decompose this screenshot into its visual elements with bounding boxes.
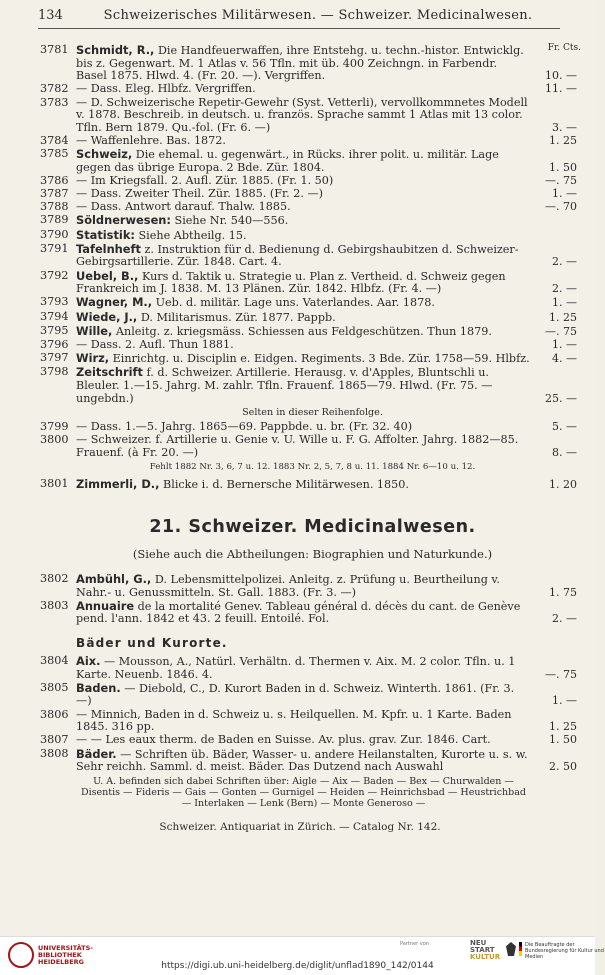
entry-author: Wille, [76,323,113,338]
note-inclusive: U. A. befinden sich dabei Schriften über: Aigle — Aix — Baden — Bex — Churwalden — Disentis — Fideris — Gais — Gonten — Gurnigel — Heiden — Heinrichsbad — Heustrichbad — Interlaken — Lenk (Bern) — Monte Generoso — [81,775,526,809]
entry-text [76,748,531,774]
entry-description: — Waffenlehre. Bas. 1872. [76,133,226,147]
entry-description: D. Lebensmittelpolizei. Anleitg. z. Prüfung u. Beurtheilung v. Nahr.- u. Genussmitteln. St. Gall. 1883. (Fr. 3. —) [76,573,500,599]
entry-description: — D. Schweizerische Repetir-Gewehr (Syst. Vetterli), vervollkommnetes Modell v. 1878. Beschreib. in deutsch. u. französ. Sprache sammt 1 Atlas mit 13 color. Tfln. Bern 1879. Qu.-fol. (Fr. 6. —) [76,95,528,134]
entry-number: 3793 [40,295,69,309]
entry-text [76,434,531,459]
entry-description: Die Handfeuerwaffen, ihre Entstehg. u. techn.-histor. Entwicklg. bis z. Gegenwart. M. 1 Atlas v. 56 Tfln. mit üb. 400 Zeichngn. in Farbendr. Basel 1875. Hlwd. 4. (Fr. 20. —). Vergriffen. [76,44,524,83]
entry-author: Aix. [76,654,101,669]
entry-text [76,243,531,269]
entry-number: 3790 [40,227,69,241]
entry-price: 1. 20 [549,477,577,491]
note-fehlt: Fehlt 1882 Nr. 3, 6, 7 u. 12. 1883 Nr. 2, 5, 7, 8 u. 11. 1884 Nr. 6—10 u. 12. [149,461,476,472]
entry-number: 3796 [40,337,69,351]
catalog-entry [40,748,585,774]
catalog-entry [40,478,585,492]
bund-logo[interactable] [506,942,605,960]
entry-author: Schweiz, [76,147,133,162]
entry-description: Siehe Nr. 540—556. [174,214,289,228]
catalog-entry [40,135,585,148]
catalog-entry [40,573,585,599]
entry-number: 3788 [40,200,69,214]
entry-price: 3. — [552,120,577,134]
catalog-entry [40,434,585,459]
entry-text [76,214,531,228]
entry-text [76,325,531,339]
price-column-label: Fr. Cts. [547,43,581,53]
entry-description: — Minnich, Baden in d. Schweiz u. s. Heilquellen. M. Kpfr. u. 1 Karte. Baden 1845. 316 pp. [76,707,512,734]
entry-number: 3798 [40,365,69,379]
entry-text [76,600,531,626]
entry-description: z. Instruktion für d. Bedienung d. Gebirgshaubitzen d. Schweizer-Gebirgsartillerie. Zür. 1848. Cart. 4. [76,242,519,269]
entry-description: Kurs d. Taktik u. Strategie u. Plan z. Vertheid. d. Schweiz gegen Frankreich im J. 1838. M. 13 Plänen. Zür. 1842. Hlbfz. (Fr. 4. —) [76,269,506,296]
entry-author: Bäder. [76,746,117,761]
catalog-footer: Schweizer. Antiquariat in Zürich. — Catalog Nr. 142. [159,820,441,833]
entry-description: Siehe Abtheilg. 15. [138,228,247,242]
entry-text [76,311,531,325]
entry-description: — Dass. Antwort darauf. Thalw. 1885. [76,200,291,214]
entry-number: 3786 [40,173,69,187]
entry-number: 3795 [40,323,69,337]
catalog-entry [40,148,585,174]
entry-author: Wirz, [76,351,110,366]
partner-label: Partner von [400,941,429,947]
catalog-entry [40,325,585,339]
entry-author: Zimmerli, D., [76,476,160,491]
entry-number: 3800 [40,433,69,447]
entry-number: 3784 [40,133,69,147]
entry-text [76,366,531,405]
entry-price: 1. — [552,296,577,310]
entry-text [76,573,531,599]
entry-number: 3792 [40,268,69,282]
entry-author: Wagner, M., [76,295,153,310]
entry-price: 1. 25 [549,133,577,147]
neustart-line-2: START [470,946,495,954]
entry-text [76,709,531,734]
entry-number: 3797 [40,351,69,365]
entry-description: Die ehemal. u. gegenwärt., in Rücks. ihrer polit. u. militär. Lage gegen das übrige Europa. 2 Bde. Zür. 1804. [76,148,499,174]
entry-text [76,188,531,201]
entry-author: Ambühl, G., [76,572,152,587]
entry-description: — — Les eaux therm. de Baden en Suisse. Av. plus. grav. Zur. 1846. Cart. [76,733,491,747]
catalog-entry [40,243,585,269]
entry-text [76,175,531,188]
federal-eagle-icon [506,942,516,956]
page-number: 134 [38,8,63,23]
entry-price: 10. — [545,69,577,83]
neustart-line-3: KULTUR [470,953,501,961]
entry-author: Zeitschrift [76,365,143,380]
entry-number: 3805 [40,680,69,694]
entry-price: 1. — [552,337,577,351]
entry-number: 3803 [40,598,69,612]
bund-logo-text: Die Beauftragte der Bundesregierung für Kultur und Medien [525,942,604,960]
catalog-entry [40,311,585,325]
entry-text [76,296,531,310]
german-flag-icon [519,942,522,956]
entry-number: 3789 [40,213,69,227]
entry-description: de la mortalité Genev. Tableau général d. décès du cant. de Genève pend. l'ann. 1842 et 43. 2 feuill. Entoilé. Fol. [76,599,521,626]
catalog-entry [40,97,585,135]
catalog-entry [40,270,585,296]
subhead-baeder: Bäder und Kurorte. [76,636,228,651]
catalog-entry [40,188,585,201]
entry-price: 1. — [552,694,577,708]
catalog-entry [40,352,585,366]
entry-description: — Mousson, A., Natürl. Verhältn. d. Thermen v. Aix. M. 2 color. Tfln. u. 1 Karte. Neuenb. 1846. 4. [76,655,516,681]
entry-price: 2. 50 [549,760,577,774]
entry-author: Baden. [76,680,121,695]
entry-price: 2. — [552,282,577,296]
entry-description: — Dass. Eleg. Hlbfz. Vergriffen. [76,82,256,96]
page-header [38,8,558,23]
entry-price: 1. — [552,187,577,201]
catalog-entry [40,682,585,708]
entry-text [76,478,531,492]
catalog-entry [40,366,585,405]
entry-description: D. Militarismus. Zür. 1877. Pappb. [140,310,336,324]
entry-number: 3787 [40,187,69,201]
entry-price: —. 70 [545,200,577,214]
entry-number: 3782 [40,82,69,96]
entries-b [40,421,585,459]
entries-d [40,573,585,626]
entry-price: 11. — [545,82,577,96]
entry-number: 3804 [40,654,69,668]
entry-description: — Dass. 2. Aufl. Thun 1881. [76,337,234,351]
entry-price: —. 75 [545,173,577,187]
entry-description: Ueb. d. militär. Lage uns. Vaterlandes. Aar. 1878. [155,296,435,310]
entry-number: 3783 [40,95,69,109]
catalog-entry [40,339,585,352]
entry-price: 25. — [545,391,577,405]
catalog-entry [40,421,585,434]
entry-text [76,270,531,296]
entry-price: 1. 75 [549,585,577,599]
entry-text [76,201,531,214]
entry-number: 3806 [40,707,69,721]
entry-description: f. d. Schweizer. Artillerie. Herausg. v. d'Apples, Bluntschli u. Bleuler. 1.—15. Jahrg. M. zahlr. Tfln. Frauenf. 1865—79. Hlwd. (Fr. 75. — ungebdn.) [76,366,493,405]
entry-text [76,655,531,681]
entry-price: 1. 50 [549,160,577,174]
catalog-entry [40,83,585,96]
entry-description: — Dass. Zweiter Theil. Zür. 1885. (Fr. 2. —) [76,187,324,201]
entry-text [76,352,531,366]
entries-c [40,478,585,492]
entry-number: 3801 [40,476,69,490]
entry-price: 1. 25 [549,720,577,734]
entry-text [76,148,531,174]
running-title: Schweizerisches Militärwesen. — Schweizer. Medicinalwesen. [103,8,533,23]
catalog-entry [40,296,585,310]
neustart-line-1: NEU [470,939,487,947]
entry-number: 3785 [40,147,69,161]
entry-price: 5. — [552,420,577,434]
entry-price: —. 75 [545,667,577,681]
entry-text [76,421,531,434]
page-url[interactable]: https://digi.ub.uni-heidelberg.de/diglit/unflad1890_142/0144 [161,961,434,971]
neustart-kultur-logo[interactable] [470,940,500,961]
catalog-entries [40,44,585,833]
catalog-entry [40,229,585,243]
entry-description: — Im Kriegsfall. 2. Aufl. Zür. 1885. (Fr. 1. 50) [76,173,334,187]
viewer-footer [0,936,604,975]
header-rule [38,28,560,29]
entry-price: 1. 25 [549,310,577,324]
entries-e [40,655,585,774]
entry-description: — Schweizer. f. Artillerie u. Genie v. U. Wille u. F. G. Affolter. Jahrg. 1882—85. Frauenf. (à Fr. 20. —) [76,433,519,459]
entry-text [76,339,531,352]
entry-description: — Schriften üb. Bäder, Wasser- u. andere Heilanstalten, Kurorte u. s. w. Sehr reichh. Samml. d. meist. Bäder. Das Dutzend nach Auswahl [76,747,528,774]
section-title: 21. Schweizer. Medicinalwesen. [149,517,476,538]
entry-text [76,734,531,747]
entry-price: 2. — [552,612,577,626]
entry-number: 3781 [40,43,69,56]
entries-a [40,44,585,405]
entry-text [76,83,531,96]
entry-number: 3808 [40,746,69,760]
entry-description: Einrichtg. u. Disciplin e. Eidgen. Regiments. 3 Bde. Zür. 1758—59. Hlbfz. [112,352,530,366]
entry-text [76,682,531,708]
entry-price: —. 75 [545,324,577,338]
entry-number: 3799 [40,420,69,434]
entry-author: Annuaire [76,598,135,613]
catalog-entry [40,175,585,188]
entry-price: 4. — [552,352,577,366]
entry-author: Tafelnheft [76,241,141,256]
entry-number: 3791 [40,241,69,255]
entry-number: 3794 [40,309,69,323]
entry-description: Anleitg. z. kriegsmäss. Schiessen aus Feldgeschützen. Thun 1879. [115,324,492,338]
entry-author: Uebel, B., [76,268,139,283]
entry-price: 8. — [552,445,577,459]
catalog-entry [40,734,585,747]
catalog-entry [40,44,585,83]
entry-author: Schmidt, R., [76,43,155,57]
entry-text [76,97,531,135]
entry-description: — Dass. 1.—5. Jahrg. 1865—69. Pappbde. u. br. (Fr. 32. 40) [76,420,413,434]
note-selten: Selten in dieser Reihenfolge. [242,407,383,419]
catalog-entry [40,655,585,681]
entry-author: Statistik: [76,227,135,242]
catalog-entry [40,214,585,228]
entry-price: 2. — [552,255,577,269]
entry-text [76,135,531,148]
entry-description: Blicke i. d. Bernersche Militärwesen. 1850. [163,477,409,491]
catalog-entry [40,709,585,734]
entry-price: 1. 50 [549,733,577,747]
entry-number: 3807 [40,733,69,747]
entry-author: Söldnerwesen: [76,213,171,228]
catalog-entry [40,201,585,214]
entry-text [76,44,531,83]
catalog-entry [40,600,585,626]
entry-author: Wiede, J., [76,309,138,324]
entry-text [76,229,531,243]
library-logo-text: UNIVERSITÄTS-BIBLIOTHEK HEIDELBERG [38,943,93,966]
section-note: (Siehe auch die Abtheilungen: Biographien und Naturkunde.) [132,547,493,562]
entry-number: 3802 [40,572,69,586]
entry-description: — Diebold, C., D. Kurort Baden in d. Schweiz. Winterth. 1861. (Fr. 3. —) [76,681,515,708]
